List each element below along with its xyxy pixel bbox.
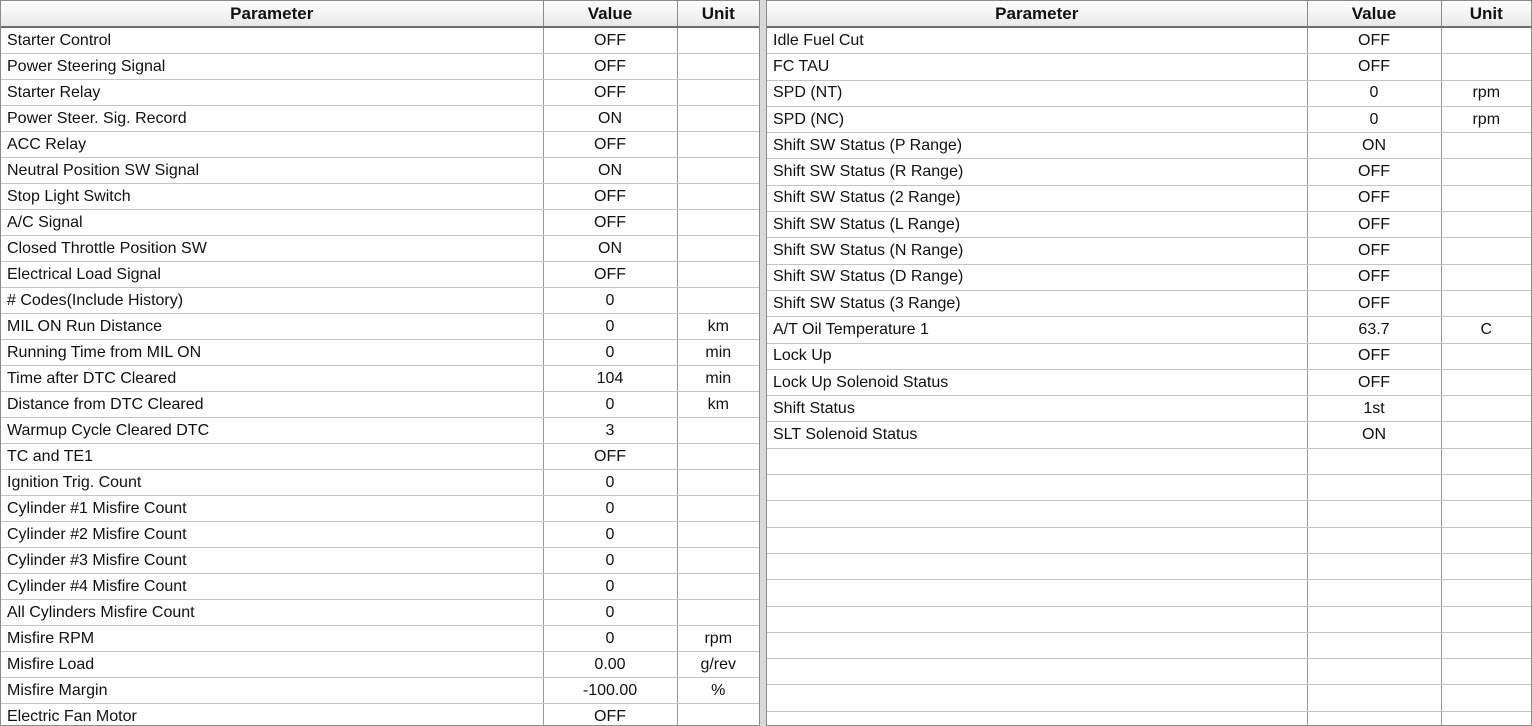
value-cell: OFF [1307,290,1441,316]
empty-table-row [767,553,1531,579]
unit-cell [1441,553,1531,579]
value-cell: OFF [1307,264,1441,290]
value-cell: ON [1307,422,1441,448]
table-row[interactable] [1,522,759,548]
table-row[interactable] [1,236,759,262]
parameter-cell: Shift SW Status (R Range) [767,159,1307,185]
table-row[interactable] [767,80,1531,106]
unit-cell [1441,396,1531,422]
value-cell: OFF [1307,159,1441,185]
value-cell: OFF [543,184,677,210]
value-cell: 1st [1307,396,1441,422]
table-row[interactable] [767,185,1531,211]
unit-cell: rpm [1441,106,1531,132]
value-cell: -100.00 [543,678,677,704]
unit-cell [677,106,759,132]
unit-cell [1441,159,1531,185]
table-row[interactable] [767,27,1531,54]
parameter-cell: Warmup Cycle Cleared DTC [1,418,543,444]
value-cell: 0.00 [543,652,677,678]
unit-cell [1441,27,1531,54]
table-row[interactable] [1,366,759,392]
parameter-cell: Cylinder #2 Misfire Count [1,522,543,548]
value-cell: 0 [543,600,677,626]
parameter-cell: Closed Throttle Position SW [1,236,543,262]
unit-cell [1441,632,1531,658]
table-row[interactable] [1,80,759,106]
parameter-cell: Cylinder #3 Misfire Count [1,548,543,574]
unit-cell [1441,264,1531,290]
parameter-cell: Shift SW Status (L Range) [767,212,1307,238]
empty-table-row [767,448,1531,474]
value-cell: OFF [1307,369,1441,395]
table-row[interactable] [767,212,1531,238]
unit-cell: % [677,678,759,704]
unit-cell: min [677,366,759,392]
table-row[interactable] [1,132,759,158]
unit-cell [677,496,759,522]
unit-cell [1441,369,1531,395]
unit-cell [677,704,759,726]
empty-table-row [767,711,1531,726]
unit-cell [677,132,759,158]
value-cell [1307,659,1441,685]
unit-cell [677,236,759,262]
unit-cell [1441,527,1531,553]
left-header-row [1,1,759,27]
left-data-table-panel [0,0,760,726]
column-header-parameter[interactable]: Parameter [767,1,1307,27]
table-row[interactable] [1,418,759,444]
parameter-cell [767,527,1307,553]
value-cell: ON [543,158,677,184]
parameter-cell: Ignition Trig. Count [1,470,543,496]
table-row[interactable] [767,54,1531,80]
value-cell [1307,711,1441,726]
unit-cell [677,470,759,496]
value-cell: OFF [1307,212,1441,238]
parameter-cell: Shift SW Status (P Range) [767,133,1307,159]
parameter-cell: Electrical Load Signal [1,262,543,288]
parameter-cell: A/T Oil Temperature 1 [767,317,1307,343]
value-cell: 0 [543,340,677,366]
value-cell: OFF [1307,54,1441,80]
value-cell: 0 [543,288,677,314]
right-data-table [767,1,1531,726]
unit-cell [1441,606,1531,632]
parameter-cell: Misfire Load [1,652,543,678]
table-row[interactable] [1,626,759,652]
value-cell: 0 [543,470,677,496]
table-row[interactable] [1,548,759,574]
parameter-cell: Running Time from MIL ON [1,340,543,366]
parameter-cell: Shift SW Status (3 Range) [767,290,1307,316]
unit-cell [677,27,759,54]
parameter-cell [767,711,1307,726]
parameter-cell: Power Steering Signal [1,54,543,80]
value-cell [1307,632,1441,658]
empty-table-row [767,501,1531,527]
empty-table-row [767,475,1531,501]
unit-cell [1441,475,1531,501]
unit-cell [677,600,759,626]
parameter-cell [767,580,1307,606]
table-row[interactable] [1,210,759,236]
value-cell: OFF [1307,27,1441,54]
empty-table-row [767,632,1531,658]
parameter-cell [767,475,1307,501]
parameter-cell: Time after DTC Cleared [1,366,543,392]
value-cell: 0 [1307,106,1441,132]
parameter-cell [767,659,1307,685]
parameter-cell: Electric Fan Motor [1,704,543,726]
value-cell: OFF [543,704,677,726]
value-cell: 0 [543,574,677,600]
table-row[interactable] [1,678,759,704]
table-row[interactable] [1,27,759,54]
value-cell: OFF [543,132,677,158]
table-row[interactable] [1,652,759,678]
table-row[interactable] [1,574,759,600]
unit-cell [677,574,759,600]
parameter-cell: Stop Light Switch [1,184,543,210]
parameter-cell: Shift Status [767,396,1307,422]
value-cell: 0 [543,522,677,548]
parameter-cell: Distance from DTC Cleared [1,392,543,418]
unit-cell: C [1441,317,1531,343]
table-row[interactable] [1,600,759,626]
column-header-unit[interactable]: Unit [1441,1,1531,27]
value-cell [1307,475,1441,501]
unit-cell [1441,501,1531,527]
unit-cell [677,522,759,548]
parameter-cell [767,685,1307,711]
unit-cell [677,288,759,314]
parameter-cell [767,448,1307,474]
table-row[interactable] [767,369,1531,395]
unit-cell [677,80,759,106]
value-cell [1307,527,1441,553]
unit-cell [1441,212,1531,238]
table-row[interactable] [1,340,759,366]
value-cell [1307,580,1441,606]
unit-cell: rpm [1441,80,1531,106]
column-header-value[interactable]: Value [543,1,677,27]
unit-cell [1441,238,1531,264]
parameter-cell [767,606,1307,632]
parameter-cell: # Codes(Include History) [1,288,543,314]
value-cell: OFF [1307,238,1441,264]
unit-cell [677,444,759,470]
parameter-cell: ACC Relay [1,132,543,158]
parameter-cell [767,632,1307,658]
value-cell: OFF [1307,343,1441,369]
parameter-cell [767,501,1307,527]
table-row[interactable] [767,290,1531,316]
unit-cell [1441,185,1531,211]
column-header-parameter[interactable]: Parameter [1,1,543,27]
value-cell: 0 [543,548,677,574]
parameter-cell [767,553,1307,579]
unit-cell [677,54,759,80]
parameter-cell: Lock Up Solenoid Status [767,369,1307,395]
table-row[interactable] [767,343,1531,369]
value-cell [1307,685,1441,711]
table-row[interactable] [1,392,759,418]
value-cell [1307,606,1441,632]
value-cell: OFF [543,80,677,106]
parameter-cell: Shift SW Status (N Range) [767,238,1307,264]
unit-cell: km [677,392,759,418]
parameter-cell: Misfire RPM [1,626,543,652]
value-cell: OFF [543,54,677,80]
table-row[interactable] [767,317,1531,343]
unit-cell [1441,290,1531,316]
table-row[interactable] [1,184,759,210]
unit-cell [1441,580,1531,606]
parameter-cell: All Cylinders Misfire Count [1,600,543,626]
unit-cell [1441,685,1531,711]
table-row[interactable] [1,496,759,522]
unit-cell [1441,711,1531,726]
parameter-cell: Idle Fuel Cut [767,27,1307,54]
value-cell: 0 [1307,80,1441,106]
right-header-row [767,1,1531,27]
column-header-value[interactable]: Value [1307,1,1441,27]
unit-cell [1441,54,1531,80]
value-cell: ON [543,106,677,132]
value-cell: 3 [543,418,677,444]
unit-cell: rpm [677,626,759,652]
parameter-cell: TC and TE1 [1,444,543,470]
parameter-cell: SPD (NC) [767,106,1307,132]
value-cell: 0 [543,496,677,522]
empty-table-row [767,527,1531,553]
value-cell [1307,448,1441,474]
parameter-cell: MIL ON Run Distance [1,314,543,340]
unit-cell [1441,448,1531,474]
value-cell: OFF [543,262,677,288]
value-cell: 104 [543,366,677,392]
unit-cell [1441,659,1531,685]
table-row[interactable] [1,704,759,726]
table-row[interactable] [767,396,1531,422]
right-data-table-panel [766,0,1532,726]
parameter-cell: SPD (NT) [767,80,1307,106]
table-row[interactable] [767,264,1531,290]
value-cell: OFF [543,444,677,470]
value-cell: ON [543,236,677,262]
table-row[interactable] [1,314,759,340]
empty-table-row [767,659,1531,685]
value-cell: 0 [543,314,677,340]
parameter-cell: Lock Up [767,343,1307,369]
parameter-cell: SLT Solenoid Status [767,422,1307,448]
parameter-cell: Shift SW Status (2 Range) [767,185,1307,211]
parameter-cell: Neutral Position SW Signal [1,158,543,184]
value-cell: OFF [543,27,677,54]
unit-cell [677,158,759,184]
parameter-cell: Power Steer. Sig. Record [1,106,543,132]
parameter-cell: Shift SW Status (D Range) [767,264,1307,290]
value-cell: 63.7 [1307,317,1441,343]
table-row[interactable] [767,422,1531,448]
table-row[interactable] [1,106,759,132]
left-data-table [1,1,759,726]
table-row[interactable] [1,444,759,470]
column-header-unit[interactable]: Unit [677,1,759,27]
unit-cell [677,184,759,210]
parameter-cell: Starter Control [1,27,543,54]
unit-cell [1441,343,1531,369]
value-cell: OFF [543,210,677,236]
table-row[interactable] [767,106,1531,132]
value-cell: ON [1307,133,1441,159]
unit-cell [1441,422,1531,448]
table-row[interactable] [767,238,1531,264]
table-row[interactable] [767,133,1531,159]
value-cell [1307,501,1441,527]
parameter-cell: Cylinder #4 Misfire Count [1,574,543,600]
table-row[interactable] [1,262,759,288]
unit-cell [677,262,759,288]
value-cell: OFF [1307,185,1441,211]
unit-cell [677,418,759,444]
value-cell: 0 [543,626,677,652]
parameter-cell: Misfire Margin [1,678,543,704]
empty-table-row [767,685,1531,711]
value-cell: 0 [543,392,677,418]
parameter-cell: Cylinder #1 Misfire Count [1,496,543,522]
unit-cell: km [677,314,759,340]
table-row[interactable] [1,288,759,314]
parameter-cell: A/C Signal [1,210,543,236]
unit-cell [677,210,759,236]
value-cell [1307,553,1441,579]
table-row[interactable] [1,470,759,496]
parameter-cell: FC TAU [767,54,1307,80]
table-row[interactable] [767,159,1531,185]
empty-table-row [767,580,1531,606]
unit-cell: g/rev [677,652,759,678]
unit-cell [1441,133,1531,159]
table-row[interactable] [1,158,759,184]
parameter-cell: Starter Relay [1,80,543,106]
table-row[interactable] [1,54,759,80]
unit-cell [677,548,759,574]
empty-table-row [767,606,1531,632]
unit-cell: min [677,340,759,366]
